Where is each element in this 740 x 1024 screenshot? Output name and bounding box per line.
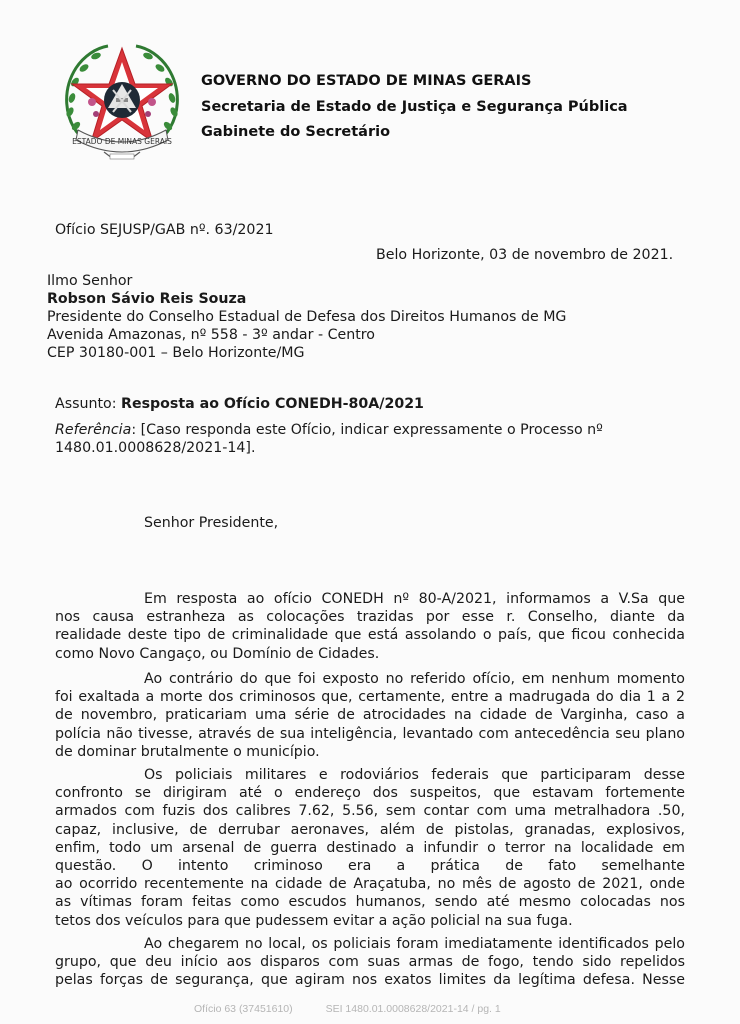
- footer-process-page: SEI 1480.01.0008628/2021-14 / pg. 1: [325, 1003, 501, 1015]
- recipient-role: Presidente do Conselho Estadual de Defesa dos Direitos Humanos de MG: [47, 309, 567, 325]
- paragraph-line: Em resposta ao ofício CONEDH nº 80-A/2021, informamos a V.Sa que: [144, 591, 685, 607]
- body-paragraph-4: [55, 935, 685, 990]
- paragraph-line: de dominar brutalmente o município.: [55, 743, 320, 760]
- paragraph-line: realidade deste tipo de criminalidade que está assolando o país, que ficou conhecida: [55, 627, 685, 644]
- greeting: Senhor Presidente,: [144, 515, 279, 531]
- paragraph-line: pelas forças de segurança, que agiram nos exatos limites da legítima defesa. Nesse: [55, 972, 685, 989]
- page-footer: [194, 1003, 531, 1015]
- paragraph-line: grupo, que deu início aos disparos com suas armas de fogo, tendo sido repelidos: [55, 954, 685, 971]
- state-coat-of-arms-logo: [58, 38, 186, 164]
- paragraph-line: como Novo Cangaço, ou Domínio de Cidades.: [55, 645, 380, 662]
- body-paragraph-1: [55, 590, 685, 663]
- paragraph-line: confronto se dirigiram até o endereço dos suspeitos, que estavam fortemente: [55, 785, 685, 802]
- paragraph-line: enfim, todo um arsenal de guerra destinado a infundir o terror na localidade em: [55, 839, 685, 856]
- footer-document-id: Ofício 63 (37451610): [194, 1003, 293, 1015]
- paragraph-line: foi exaltada a morte dos criminosos que, certamente, entre a madrugada do dia 1 a 2: [55, 689, 685, 706]
- paragraph-line: questão. O intento criminoso era a prática de fato semelhante: [55, 857, 685, 874]
- reference-line-1: [55, 421, 603, 439]
- paragraph-line: nos causa estranheza as colocações trazidas por esse r. Conselho, diante da: [55, 609, 685, 626]
- recipient-salutation: Ilmo Senhor: [47, 273, 133, 289]
- secretariat-name: Secretaria de Estado de Justiça e Segurança Pública: [201, 98, 628, 115]
- paragraph-line: Os policiais militares e rodoviários federais que participaram desse: [144, 767, 685, 783]
- government-name: GOVERNO DO ESTADO DE MINAS GERAIS: [201, 73, 532, 89]
- reference-text: : [Caso responda este Ofício, indicar expressamente o Processo nº: [131, 422, 603, 438]
- seal-banner-text: ESTADO DE MINAS GERAIS: [72, 137, 172, 146]
- recipient-name: Robson Sávio Reis Souza: [47, 291, 247, 307]
- paragraph-line: de novembro, praticariam uma série de atrocidades na cidade de Varginha, caso a: [55, 707, 685, 724]
- paragraph-line: polícia não tivesse, através de sua inteligência, levantado com antecedência seu plano: [55, 725, 685, 742]
- paragraph-line: ao ocorrido recentemente na cidade de Araçatuba, no mês de agosto de 2021, onde: [55, 876, 685, 893]
- letter-date: Belo Horizonte, 03 de novembro de 2021.: [376, 247, 674, 263]
- paragraph-line: capaz, inclusive, de derrubar aeronaves, além de pistolas, granadas, explosivos,: [55, 821, 685, 838]
- letterhead: [201, 69, 628, 146]
- paragraph-line: tetos dos veículos para que pudessem evitar a ação policial na sua fuga.: [55, 912, 573, 929]
- subject-label: Assunto:: [55, 396, 122, 412]
- oficio-number: Ofício SEJUSP/GAB nº. 63/2021: [55, 222, 274, 238]
- paragraph-line: Ao chegarem no local, os policiais foram imediatamente identificados pelo: [144, 936, 685, 952]
- reference-line-2: 1480.01.0008628/2021-14].: [55, 440, 256, 456]
- paragraph-line: armados com fuzis dos calibres 7.62, 5.56, sem contar com uma metralhadora .50,: [55, 803, 685, 820]
- subject-value: Resposta ao Ofício CONEDH-80A/2021: [121, 396, 424, 412]
- paragraph-line: as vítimas foram feitas como escudos humanos, sendo até mesmo colocadas nos: [55, 894, 685, 911]
- recipient-address: Avenida Amazonas, nº 558 - 3º andar - Centro: [47, 327, 375, 343]
- paragraph-line: Ao contrário do que foi exposto no referido ofício, em nenhum momento: [144, 671, 685, 687]
- cabinet-name: Gabinete do Secretário: [201, 124, 391, 140]
- subject-line: [55, 395, 424, 413]
- body-paragraph-3: [55, 766, 685, 930]
- reference-label: Referência: [55, 422, 132, 438]
- body-paragraph-2: [55, 670, 685, 761]
- recipient-cep: CEP 30180-001 – Belo Horizonte/MG: [47, 345, 305, 361]
